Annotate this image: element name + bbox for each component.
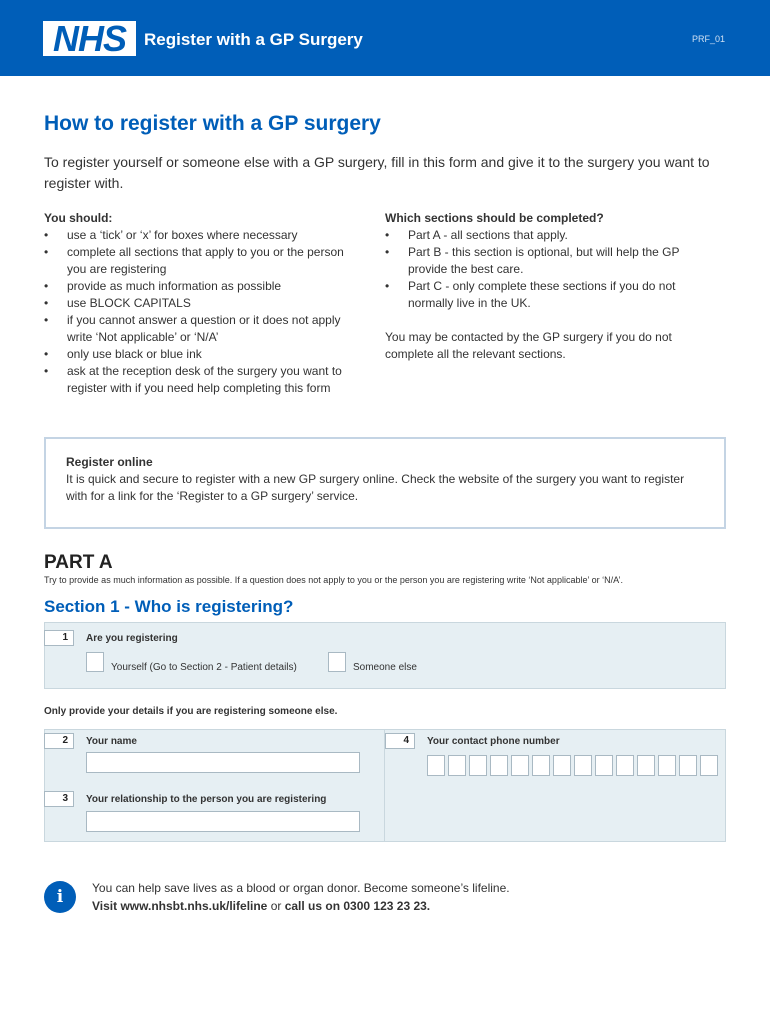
- you-should-column: [44, 210, 354, 397]
- which-sections-heading: Which sections should be completed?: [385, 211, 604, 225]
- page-title: How to register with a GP surgery: [44, 112, 381, 135]
- nhs-logo: [43, 18, 136, 59]
- yourself-option-label: Yourself (Go to Section 2 - Patient details): [111, 662, 297, 673]
- phone-digit-box[interactable]: [448, 755, 466, 776]
- someone-else-option-label: Someone else: [353, 662, 417, 673]
- list-item: • ask at the reception desk of the surgery you want to register with if you need help completing this form: [44, 363, 354, 397]
- question-3-label: Your relationship to the person you are registering: [86, 794, 327, 805]
- part-a-title: PART A: [44, 552, 113, 573]
- you-should-heading: You should:: [44, 211, 113, 225]
- donor-message: You can help save lives as a blood or organ donor. Become someone’s lifeline.: [92, 881, 510, 895]
- intro-text: To register yourself or someone else with a GP surgery, fill in this form and give it to the surgery you want to register with.: [44, 154, 710, 191]
- someone-else-checkbox[interactable]: [328, 652, 346, 672]
- phone-digit-box[interactable]: [595, 755, 613, 776]
- header-title: Register with a GP Surgery: [144, 30, 363, 49]
- info-icon: i: [44, 881, 76, 913]
- list-item: • Part B - this section is optional, but will help the GP provide the best care.: [385, 244, 715, 278]
- list-item: • if you cannot answer a question or it does not apply write ‘Not applicable’ or ‘N/A’: [44, 312, 354, 346]
- register-online-text: It is quick and secure to register with a new GP surgery online. Check the website of the surgery you want to register with for a link for the ‘Register to a GP surgery’ service.: [66, 472, 685, 503]
- list-item: • Part A - all sections that apply.: [385, 227, 715, 244]
- your-name-input[interactable]: [86, 752, 360, 773]
- yourself-checkbox[interactable]: [86, 652, 104, 672]
- list-item: • provide as much information as possible: [44, 278, 354, 295]
- which-sections-column: [385, 210, 715, 363]
- section-1-title: Section 1 - Who is registering?: [44, 597, 294, 616]
- question-2-number: 2: [44, 733, 74, 749]
- question-4-number: 4: [385, 733, 415, 749]
- donor-or: or: [267, 899, 285, 913]
- question-3-number: 3: [44, 791, 74, 807]
- question-2-label: Your name: [86, 736, 137, 747]
- only-provide-note: Only provide your details if you are registering someone else.: [44, 706, 338, 717]
- question-1-label: Are you registering: [86, 633, 178, 644]
- list-item: • Part C - only complete these sections if you do not normally live in the UK.: [385, 278, 715, 312]
- which-sections-list: [385, 227, 715, 312]
- donor-phone: call us on 0300 123 23 23.: [284, 899, 431, 913]
- relationship-input[interactable]: [86, 811, 360, 832]
- donor-website: Visit www.nhsbt.nhs.uk/lifeline: [92, 899, 268, 913]
- phone-digit-box[interactable]: [658, 755, 676, 776]
- list-item: • use BLOCK CAPITALS: [44, 295, 354, 312]
- contact-note: You may be contacted by the GP surgery if you do not complete all the relevant sections.: [385, 330, 672, 361]
- register-online-box: [44, 437, 726, 529]
- header-banner: [0, 0, 770, 76]
- phone-digit-box[interactable]: [700, 755, 718, 776]
- phone-digit-box[interactable]: [616, 755, 634, 776]
- phone-digit-box[interactable]: [679, 755, 697, 776]
- phone-digit-box[interactable]: [637, 755, 655, 776]
- phone-digit-box[interactable]: [511, 755, 529, 776]
- list-item: • use a ‘tick’ or ‘x’ for boxes where necessary: [44, 227, 354, 244]
- phone-digit-box[interactable]: [574, 755, 592, 776]
- register-online-title: Register online: [66, 455, 153, 469]
- part-a-subtitle: Try to provide as much information as possible. If a question does not apply to you or the person you are registering write ‘Not applicable’ or ‘N/A’.: [44, 575, 623, 585]
- list-item: • complete all sections that apply to you or the person you are registering: [44, 244, 354, 278]
- phone-digit-box[interactable]: [532, 755, 550, 776]
- form-code: PRF_01: [692, 34, 726, 44]
- phone-digit-box[interactable]: [553, 755, 571, 776]
- you-should-list: [44, 227, 354, 397]
- phone-digit-box[interactable]: [427, 755, 445, 776]
- phone-digit-box[interactable]: [469, 755, 487, 776]
- question-4-label: Your contact phone number: [427, 736, 560, 747]
- nhs-logo-text: NHS: [52, 18, 126, 59]
- list-item: • only use black or blue ink: [44, 346, 354, 363]
- question-1-number: 1: [44, 630, 74, 646]
- donor-contact: [92, 899, 430, 913]
- phone-digit-box[interactable]: [490, 755, 508, 776]
